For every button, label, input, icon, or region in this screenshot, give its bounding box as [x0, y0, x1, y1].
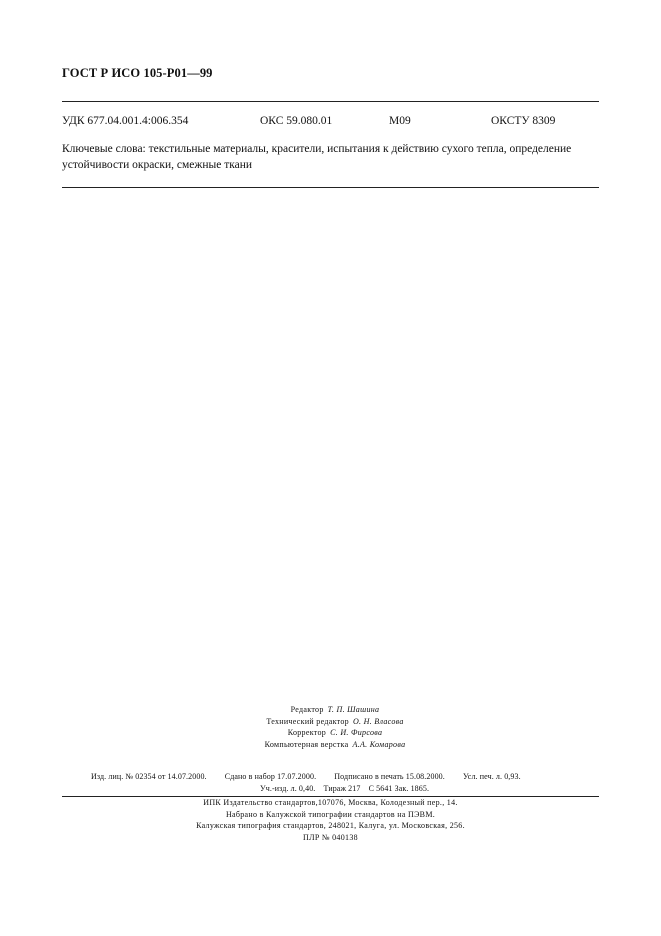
publishing-line-2 [260, 783, 429, 795]
keywords-divider [62, 187, 599, 188]
credit-role: Редактор [290, 705, 324, 714]
credit-line-tech-editor [220, 716, 450, 728]
typeset-date: Сдано в набор 17.07.2000. [224, 772, 317, 781]
license-text: Изд. лиц. № 02354 от 14.07.2000. [91, 772, 207, 781]
signed-date: Подписано в печать 15.08.2000. [334, 772, 445, 781]
credit-line-layout [220, 739, 450, 751]
imprint-block [62, 797, 599, 843]
publishing-line-1 [91, 771, 521, 783]
group-code: М09 [389, 115, 411, 127]
imprint-line: ПЛР № 040138 [303, 832, 358, 842]
credits-block [220, 704, 450, 750]
print-sheets: Усл. печ. л. 0,93. [463, 772, 521, 781]
okstu-code: ОКСТУ 8309 [491, 115, 556, 127]
circulation: Тираж 217 [323, 784, 361, 793]
credit-role: Технический редактор [266, 716, 349, 726]
standard-header: ГОСТ Р ИСО 105-Р01—99 [62, 66, 213, 80]
credit-person: О. Н. Власова [352, 716, 404, 726]
credit-person: А.А. Комарова [352, 739, 406, 749]
oks-code: ОКС 59.080.01 [260, 115, 333, 127]
keywords-paragraph: Ключевые слова: текстильные материалы, красители, испытания к действию сухого тепла, определение устойчивости окраски, смежные ткани [62, 143, 572, 171]
credit-line-proofreader [220, 727, 450, 739]
pub-sheets: Уч.-изд. л. 0,40. [260, 784, 316, 793]
top-divider [62, 101, 599, 102]
credit-person: Т. П. Шашина [327, 705, 380, 714]
imprint-line: Набрано в Калужской типографии стандартов на ПЭВМ. [225, 809, 436, 819]
udk-code: УДК 677.04.001.4:006.354 [62, 115, 189, 127]
credit-role: Компьютерная верстка [264, 739, 349, 749]
credit-line-editor [220, 704, 450, 716]
order-number: С 5641 Зак. 1865. [368, 784, 430, 793]
imprint-line: ИПК Издательство стандартов,107076, Москва, Колодезный пер., 14. [203, 798, 458, 807]
imprint-line: Калужская типография стандартов, 248021, Калуга, ул. Московская, 256. [196, 821, 465, 830]
credit-role: Корректор [287, 728, 327, 737]
credit-person: С. И. Фирсова [330, 728, 383, 737]
